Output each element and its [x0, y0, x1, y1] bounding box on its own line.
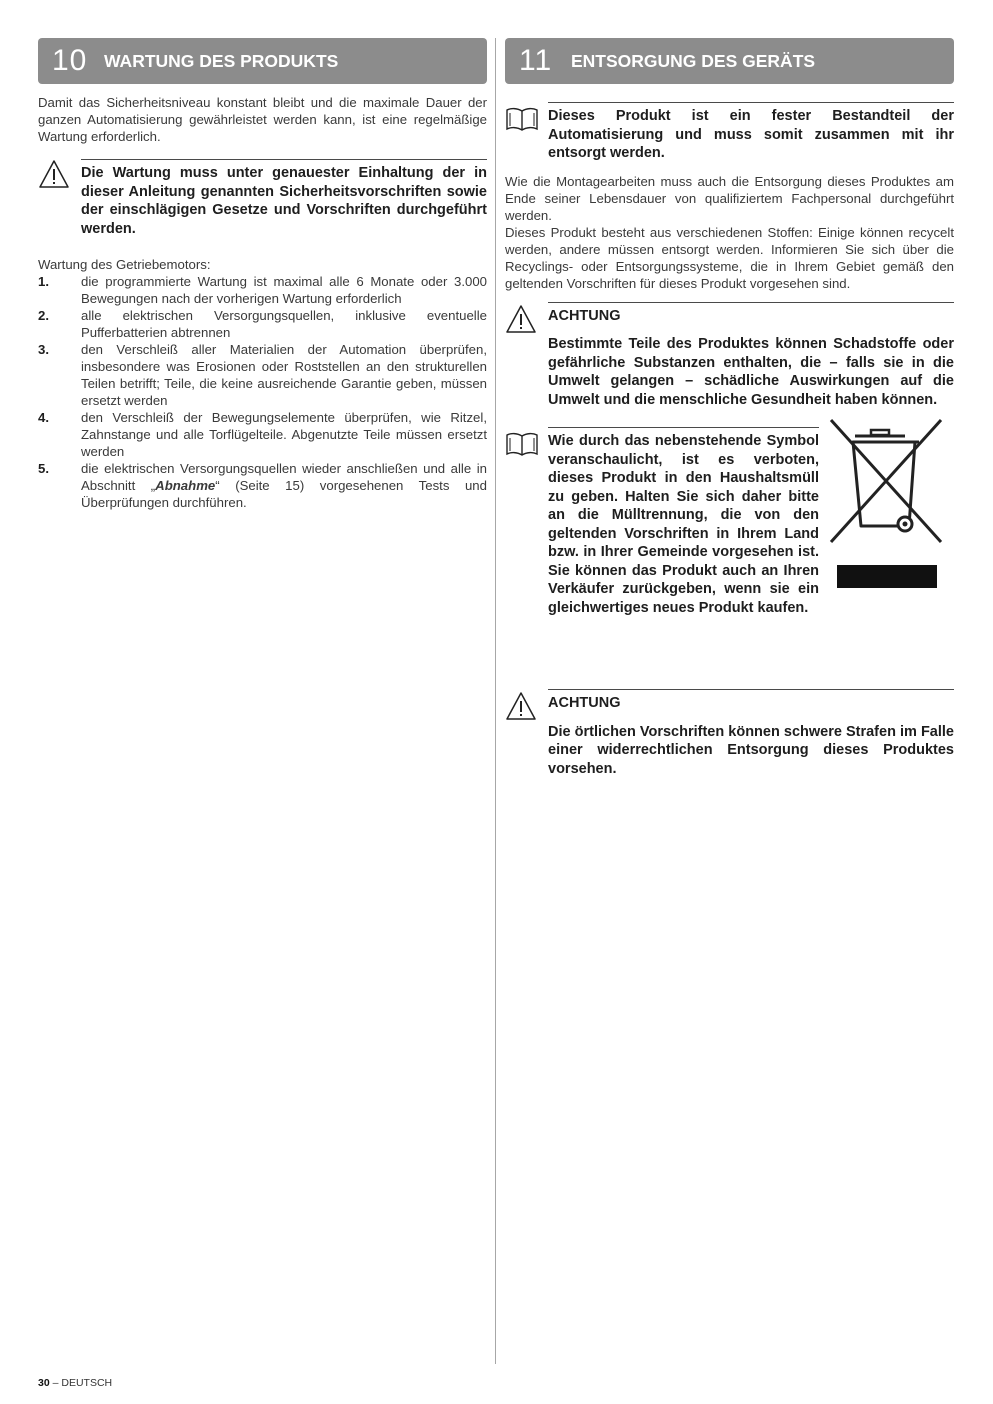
- section-number: 11: [519, 44, 553, 77]
- list-intro: Wartung des Getriebemotors:: [38, 257, 211, 272]
- section-10-header: [38, 38, 487, 84]
- intro-paragraph: Damit das Sicherheitsniveau konstant bleibt und die maximale Dauer der ganzen Automatisierung gewährleistet werden kann, ist eine regelmäßige Wartung erforderlich.: [38, 95, 487, 144]
- warning-title: ACHTUNG: [548, 695, 621, 711]
- warning-text: Die örtlichen Vorschriften können schwere Strafen im Falle einer widerrechtlichen Entsorgung dieses Produktes vorsehen.: [548, 723, 954, 777]
- abnahme-reference[interactable]: Abnahme: [155, 478, 216, 493]
- page-footer: [38, 1377, 112, 1389]
- maintenance-steps: [38, 273, 487, 511]
- list-item: 4. den Verschleiß der Bewegungselemente überprüfen, wie Ritzel, Zahnstange und alle Torflügelteile. Abgenutzte Teile müssen ersetzt werden: [38, 410, 487, 459]
- warning-icon: [505, 691, 537, 721]
- footer-language: – DEUTSCH: [49, 1377, 113, 1389]
- list-item: 3. den Verschleiß aller Materialien der Automation überprüfen, insbesondere was Erosionen oder Roststellen an den strukturellen Teilen betrifft; Teile, die keine ausreichende Garantie geben, müssen ersetzt werden: [38, 342, 487, 408]
- section-10: [38, 38, 487, 511]
- list-item: 1. die programmierte Wartung ist maximal alle 6 Monate oder 3.000 Bewegungen nach der vorherigen Wartung erforderlich: [38, 274, 487, 306]
- section-11-header: [505, 38, 954, 84]
- section-title: WARTUNG DES PRODUKTS: [104, 50, 339, 71]
- warning-title: ACHTUNG: [548, 307, 621, 324]
- book-icon: [505, 106, 539, 132]
- warning-icon: [505, 304, 537, 334]
- section-number: 10: [52, 44, 88, 77]
- list-item: 2. alle elektrischen Versorgungsquellen, inklusive eventuelle Pufferbatterien abtrennen: [38, 308, 487, 340]
- penalty-warning: [505, 689, 954, 778]
- column-divider: [495, 38, 496, 1364]
- list-item: 5. die elektrischen Versorgungsquellen wieder anschließen und alle in Abschnitt „Abnahme“ (Seite 15) vorgesehenen Tests und Überprüfungen durchführen.: [38, 461, 487, 510]
- section-11: [505, 38, 954, 778]
- maintenance-warning: [38, 159, 487, 238]
- book-icon: [505, 431, 539, 457]
- integral-part-note: [505, 102, 954, 163]
- warning-text: Die Wartung muss unter genauester Einhaltung der in dieser Anleitung genannten Sicherheitsvorschriften sowie der einschlägigen Gesetze und Vorschriften durchgeführt werden.: [81, 165, 487, 237]
- page-number: 30: [38, 1377, 50, 1389]
- hazard-warning: [505, 302, 954, 410]
- note-text: Dieses Produkt ist ein fester Bestandteil der Automatisierung und muss somit zusammen mit ihr entsorgt werden.: [548, 108, 954, 161]
- warning-icon: [38, 159, 70, 189]
- section-title: ENTSORGUNG DES GERÄTS: [571, 50, 816, 71]
- crossed-out-wheelie-bin-icon: [827, 418, 949, 590]
- note-text: Wie durch das nebenstehende Symbol veranschaulicht, ist es verboten, dieses Produkt in den Haushaltsmüll zu geben. Halten Sie sich daher bitte an die Mülltrennung, die von den geltenden Vorschriften in Ihrem Land bzw. in Ihrer Gemeinde vorgesehen ist. Sie können das Produkt auch an Ihren Verkäufer zurückgeben, wenn sie ein gleichwertiges neues Produkt kaufen.: [548, 433, 819, 616]
- warning-text: Bestimmte Teile des Produktes können Schadstoffe oder gefährliche Substanzen enthalten, die – falls sie in die Umwelt gelangen – schädliche Auswirkungen auf die Umwelt und die menschliche Gesundheit haben können.: [548, 336, 954, 408]
- household-waste-note: [505, 427, 819, 617]
- materials-paragraph: Dieses Produkt besteht aus verschiedenen Stoffen: Einige können recycelt werden, andere müssen entsorgt werden. Informieren Sie sich über die Recyclings- oder Entsorgungssysteme, die in Ihrem Gebiet gemäß den geltenden Vorschriften für dieses Produkt vorgesehen sind.: [505, 224, 954, 291]
- disposal-paragraph: Wie die Montagearbeiten muss auch die Entsorgung dieses Produktes am Ende seiner Lebensdauer von qualifiziertem Fachpersonal durchgeführt werden.: [505, 173, 954, 223]
